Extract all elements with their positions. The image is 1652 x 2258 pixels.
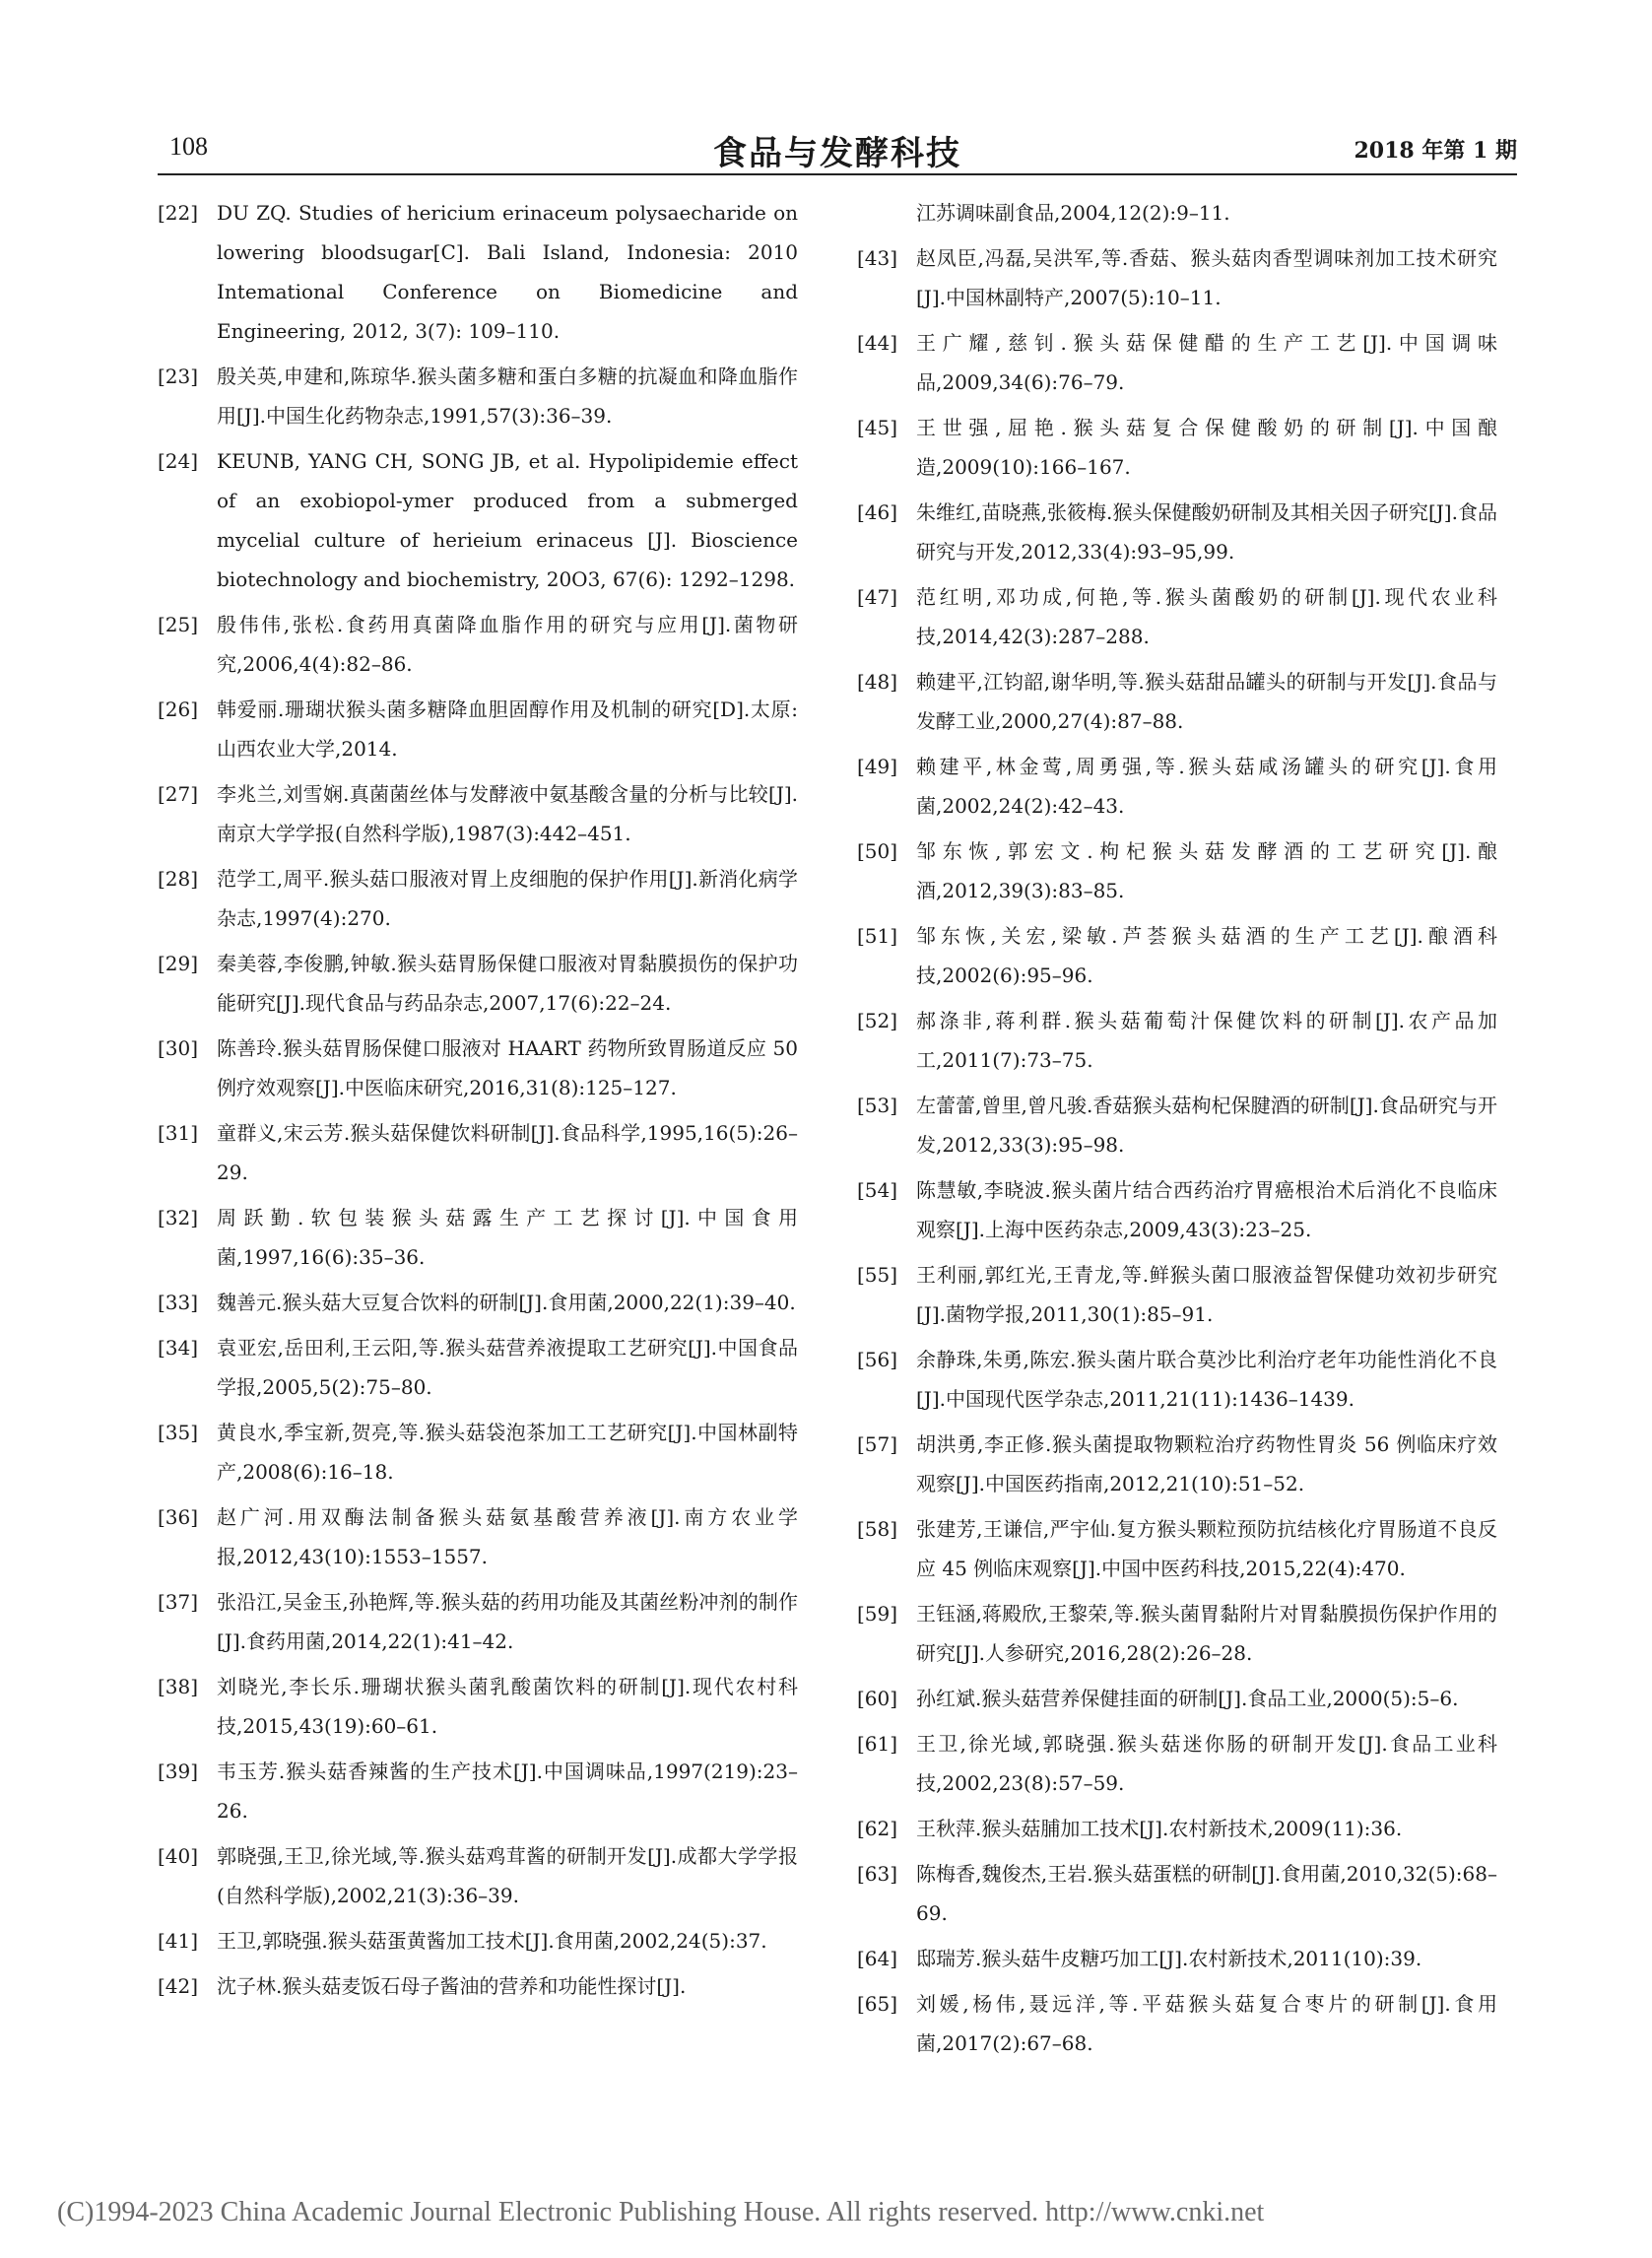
reference-text: 陈梅香,魏俊杰,王岩.猴头菇蛋糕的研制[J].食用菌,2010,32(5):68–69. — [916, 1862, 1497, 1925]
reference-text: 刘媛,杨伟,聂远洋,等.平菇猴头菇复合枣片的研制[J].食用菌,2017(2):67–68. — [916, 1992, 1497, 2055]
reference-text: 王利丽,郭红光,王青龙,等.鲜猴头菌口服液益智保健功效初步研究[J].菌物学报,2011,30(1):85–91. — [916, 1263, 1497, 1326]
reference-item — [857, 1594, 1497, 1673]
reference-item — [158, 774, 798, 853]
reference-number: [61] — [857, 1732, 898, 1756]
reference-item — [158, 1582, 798, 1661]
reference-item — [158, 441, 798, 599]
reference-number: [45] — [857, 416, 898, 439]
reference-text: 左蕾蕾,曾里,曾凡骏.香菇猴头菇枸杞保腱酒的研制[J].食品研究与开发,2012,33(3):95–98. — [916, 1094, 1497, 1157]
reference-number: [48] — [857, 670, 898, 694]
reference-number: [39] — [158, 1760, 199, 1783]
reference-text: 袁亚宏,岳田利,王云阳,等.猴头菇营养液提取工艺研究[J].中国食品学报,2005,5(2):75–80. — [217, 1336, 798, 1399]
reference-number: [44] — [857, 331, 898, 355]
issue-label: 2018 年第 1 期 — [1354, 138, 1517, 164]
reference-number: [58] — [857, 1517, 898, 1541]
reference-number: [23] — [158, 365, 199, 388]
reference-number: [46] — [857, 500, 898, 524]
reference-number: [43] — [857, 246, 898, 270]
reference-number: [47] — [857, 585, 898, 609]
reference-text: 魏善元.猴头菇大豆复合饮料的研制[J].食用菌,2000,22(1):39–40. — [217, 1291, 796, 1314]
reference-text: 陈慧敏,李晓波.猴头菌片结合西药治疗胃癌根治术后消化不良临床观察[J].上海中医药杂志,2009,43(3):23–25. — [916, 1178, 1497, 1241]
reference-text: 赖建平,江钧韶,谢华明,等.猴头菇甜品罐头的研制与开发[J].食品与发酵工业,2000,27(4):87–88. — [916, 670, 1497, 733]
reference-number: [29] — [158, 952, 199, 975]
reference-text: 殷关英,申建和,陈琼华.猴头菌多糖和蛋白多糖的抗凝血和降血脂作用[J].中国生化药物杂志,1991,57(3):36–39. — [217, 365, 798, 428]
reference-item — [158, 1283, 798, 1322]
reference-text: 赵凤臣,冯磊,吴洪军,等.香菇、猴头菇肉香型调味剂加工技术研究[J].中国林副特产,2007(5):10–11. — [916, 246, 1497, 309]
reference-text: 胡洪勇,李正修.猴头菌提取物颗粒治疗药物性胃炎 56 例临床疗效观察[J].中国医药指南,2012,21(10):51–52. — [916, 1432, 1497, 1495]
copyright-footer: (C)1994-2023 China Academic Journal Electronic Publishing House. All rights reserved. http://www.cnki.net — [57, 2197, 1265, 2227]
reference-number: [65] — [857, 1992, 898, 2016]
reference-text: 邹东恢,郭宏文.枸杞猴头菇发酵酒的工艺研究[J].酿酒,2012,39(3):83–85. — [916, 839, 1497, 902]
journal-title: 食品与发酵科技 — [713, 134, 961, 173]
reference-text: 余静珠,朱勇,陈宏.猴头菌片联合莫沙比利治疗老年功能性消化不良[J].中国现代医学杂志,2011,21(11):1436–1439. — [916, 1348, 1497, 1411]
reference-number: [22] — [158, 201, 199, 225]
reference-text: 童群义,宋云芳.猴头菇保健饮料研制[J].食品科学,1995,16(5):26–29. — [217, 1121, 798, 1184]
page-number: 108 — [169, 132, 208, 161]
reference-number: [53] — [857, 1094, 898, 1117]
reference-text: 邹东恢,关宏,梁敏.芦荟猴头菇酒的生产工艺[J].酿酒科技,2002(6):95–96. — [916, 924, 1497, 987]
reference-number: [26] — [158, 697, 199, 721]
reference-item — [158, 1921, 798, 1960]
reference-number: [25] — [158, 613, 199, 636]
reference-item — [857, 1425, 1497, 1503]
reference-number: [59] — [857, 1602, 898, 1626]
reference-text: 王钰涵,蒋殿欣,王黎荣,等.猴头菌胃黏附片对胃黏膜损伤保护作用的研究[J].人参研究,2016,28(2):26–28. — [916, 1602, 1497, 1665]
reference-number: [49] — [857, 755, 898, 778]
reference-item — [158, 193, 798, 351]
reference-item — [158, 944, 798, 1023]
reference-number: [64] — [857, 1947, 898, 1970]
reference-number: [57] — [857, 1432, 898, 1456]
page-header — [158, 126, 1517, 175]
reference-item — [857, 408, 1497, 487]
reference-item — [857, 1984, 1497, 2063]
reference-item — [158, 1966, 798, 2006]
reference-item — [158, 357, 798, 435]
reference-number: [37] — [158, 1590, 199, 1614]
reference-item — [857, 747, 1497, 826]
reference-item — [857, 323, 1497, 402]
reference-text: 王卫,郭晓强.猴头菇蛋黄酱加工技术[J].食用菌,2002,24(5):37. — [217, 1929, 767, 1953]
reference-text: 范红明,邓功成,何艳,等.猴头菌酸奶的研制[J].现代农业科技,2014,42(3):287–288. — [916, 585, 1497, 648]
reference-number: [54] — [857, 1178, 898, 1202]
reference-number: [52] — [857, 1009, 898, 1032]
reference-item — [158, 1752, 798, 1830]
reference-item — [158, 1413, 798, 1492]
reference-text: 黄良水,季宝新,贺亮,等.猴头菇袋泡茶加工工艺研究[J].中国林副特产,2008(6):16–18. — [217, 1421, 798, 1484]
reference-number: [62] — [857, 1817, 898, 1840]
reference-text: KEUNB, YANG CH, SONG JB, et al. Hypolipidemie effect of an exobiopol-ymer produced from a submerged mycelial culture of herieium erinaceus [J]. Bioscience biotechnology and biochemistry, 20O3, 67(6): 1292–1298. — [217, 449, 798, 591]
reference-text: 李兆兰,刘雪娴.真菌菌丝体与发酵液中氨基酸含量的分析与比较[J].南京大学学报(自然科学版),1987(3):442–451. — [217, 782, 798, 845]
reference-number: [35] — [158, 1421, 199, 1444]
reference-item — [857, 1509, 1497, 1588]
reference-item — [857, 493, 1497, 571]
reference-item — [158, 1198, 798, 1277]
reference-text: 王广耀,慈钊.猴头菇保健醋的生产工艺[J].中国调味品,2009,34(6):76–79. — [916, 331, 1497, 394]
reference-item — [158, 1836, 798, 1915]
reference-number: [31] — [158, 1121, 199, 1145]
reference-text: 陈善玲.猴头菇胃肠保健口服液对 HAART 药物所致胃肠道反应 50 例疗效观察[J].中医临床研究,2016,31(8):125–127. — [217, 1036, 798, 1099]
reference-text: 周跃勤.软包装猴头菇露生产工艺探讨[J].中国食用菌,1997,16(6):35–36. — [217, 1206, 798, 1269]
reference-item — [158, 1667, 798, 1746]
references-right-column — [857, 193, 1497, 2069]
reference-item — [857, 1001, 1497, 1080]
reference-text: 邸瑞芳.猴头菇牛皮糖巧加工[J].农村新技术,2011(10):39. — [916, 1947, 1422, 1970]
reference-text: 刘晓光,李长乐.珊瑚状猴头菌乳酸菌饮料的研制[J].现代农村科技,2015,43(19):60–61. — [217, 1675, 798, 1738]
reference-item — [857, 1724, 1497, 1803]
reference-item — [857, 1939, 1497, 1978]
reference-text: 殷伟伟,张松.食药用真菌降血脂作用的研究与应用[J].菌物研究,2006,4(4):82–86. — [217, 613, 798, 676]
reference-number: [33] — [158, 1291, 199, 1314]
reference-item — [857, 1340, 1497, 1419]
reference-item — [158, 1113, 798, 1192]
reference-text: 赖建平,林金莺,周勇强,等.猴头菇咸汤罐头的研究[J].食用菌,2002,24(2):42–43. — [916, 755, 1497, 818]
reference-text: 赵广河.用双酶法制备猴头菇氨基酸营养液[J].南方农业学报,2012,43(10):1553–1557. — [217, 1505, 798, 1568]
reference-number: [63] — [857, 1862, 898, 1886]
reference-text: 王秋萍.猴头菇脯加工技术[J].农村新技术,2009(11):36. — [916, 1817, 1403, 1840]
reference-text: 郝涤非,蒋利群.猴头菇葡萄汁保健饮料的研制[J].农产品加工,2011(7):73–75. — [916, 1009, 1497, 1072]
reference-number: [30] — [158, 1036, 199, 1060]
reference-item — [857, 916, 1497, 995]
reference-number: [56] — [857, 1348, 898, 1371]
reference-number: [42] — [158, 1974, 199, 1998]
reference-number: [27] — [158, 782, 199, 806]
reference-text: 韩爱丽.珊瑚状猴头菌多糖降血胆固醇作用及机制的研究[D].太原:山西农业大学,2014. — [217, 697, 798, 761]
reference-number: [51] — [857, 924, 898, 948]
reference-text: DU ZQ. Studies of hericium erinaceum polysaecharide on lowering bloodsugar[C]. Bali Island, Indonesia: 2010 Intemational Conference on Biomedicine and Engineering, 2012, 3(7): 109–110. — [217, 201, 798, 343]
reference-item — [857, 662, 1497, 741]
reference-item — [158, 605, 798, 684]
reference-item — [857, 1854, 1497, 1933]
reference-text: 秦美蓉,李俊鹏,钟敏.猴头菇胃肠保健口服液对胃黏膜损伤的保护功能研究[J].现代食品与药品杂志,2007,17(6):22–24. — [217, 952, 798, 1015]
reference-item — [857, 1809, 1497, 1848]
reference-number: [32] — [158, 1206, 199, 1229]
reference-continuation: 江苏调味副食品,2004,12(2):9–11. — [916, 201, 1230, 225]
reference-number: [40] — [158, 1844, 199, 1868]
references-left-column — [158, 193, 798, 2012]
reference-text: 张建芳,王谦信,严宇仙.复方猴头颗粒预防抗结核化疗胃肠道不良反应 45 例临床观察[J].中国中医药科技,2015,22(4):470. — [916, 1517, 1497, 1580]
reference-number: [36] — [158, 1505, 199, 1529]
reference-item — [857, 1086, 1497, 1164]
reference-number: [60] — [857, 1687, 898, 1710]
reference-text: 张沿江,吴金玉,孙艳辉,等.猴头菇的药用功能及其菌丝粉冲剂的制作[J].食药用菌,2014,22(1):41–42. — [217, 1590, 798, 1653]
reference-item — [857, 238, 1497, 317]
reference-number: [28] — [158, 867, 199, 891]
reference-text: 王世强,屈艳.猴头菇复合保健酸奶的研制[J].中国酿造,2009(10):166–167. — [916, 416, 1497, 479]
reference-item — [158, 690, 798, 768]
reference-number: [55] — [857, 1263, 898, 1287]
reference-list — [857, 238, 1497, 2063]
reference-number: [38] — [158, 1675, 199, 1698]
reference-item — [158, 1029, 798, 1107]
reference-item — [857, 577, 1497, 656]
reference-text: 郭晓强,王卫,徐光域,等.猴头菇鸡茸酱的研制开发[J].成都大学学报(自然科学版),2002,21(3):36–39. — [217, 1844, 798, 1907]
reference-text: 王卫,徐光域,郭晓强.猴头菇迷你肠的研制开发[J].食品工业科技,2002,23(8):57–59. — [916, 1732, 1497, 1795]
reference-text: 孙红斌.猴头菇营养保健挂面的研制[J].食品工业,2000(5):5–6. — [916, 1687, 1459, 1710]
reference-item — [158, 1328, 798, 1407]
reference-number: [41] — [158, 1929, 199, 1953]
reference-number: [24] — [158, 449, 199, 473]
reference-item — [158, 1497, 798, 1576]
reference-text: 朱维红,苗晓燕,张筱梅.猴头保健酸奶研制及其相关因子研究[J].食品研究与开发,2012,33(4):93–95,99. — [916, 500, 1497, 564]
reference-text: 范学工,周平.猴头菇口服液对胃上皮细胞的保护作用[J].新消化病学杂志,1997(4):270. — [217, 867, 798, 930]
reference-number: [50] — [857, 839, 898, 863]
reference-text: 沈子林.猴头菇麦饭石母子酱油的营养和功能性探讨[J]. — [217, 1974, 687, 1998]
reference-item — [857, 831, 1497, 910]
reference-item — [857, 1170, 1497, 1249]
reference-item — [857, 1255, 1497, 1334]
reference-text: 韦玉芳.猴头菇香辣酱的生产技术[J].中国调味品,1997(219):23–26. — [217, 1760, 798, 1823]
reference-item — [857, 1679, 1497, 1718]
reference-item — [158, 859, 798, 938]
reference-number: [34] — [158, 1336, 199, 1360]
